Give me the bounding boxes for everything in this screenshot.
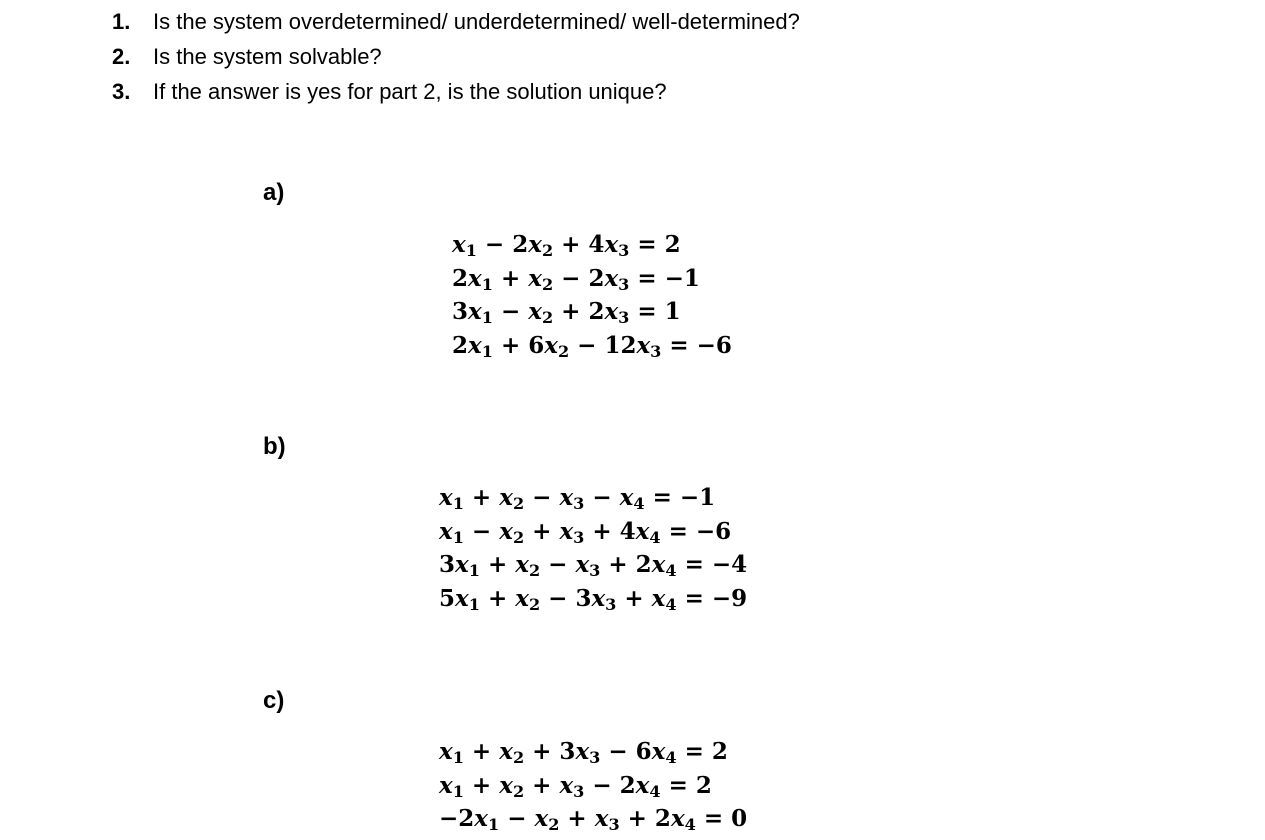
equation: $3x_1 + x_2 - x_3 + 2x_4 = -4$ <box>439 551 748 581</box>
equation: $3x_1 - x_2 + 2x_3 = 1$ <box>452 298 681 328</box>
equation: $-2x_1 - x_2 + x_3 + 2x_4 = 0$ <box>439 805 748 835</box>
question-list <box>112 4 800 109</box>
part-a-label: a) <box>263 179 285 206</box>
question-number: 1. <box>112 9 131 34</box>
question-text: Is the system solvable? <box>153 44 382 69</box>
part-b-label: b) <box>263 433 286 460</box>
question-number: 2. <box>112 44 131 69</box>
equation: $x_1 + x_2 - x_3 - x_4 = -1$ <box>439 484 716 514</box>
question-item <box>112 4 800 39</box>
question-item <box>112 74 800 109</box>
question-number: 3. <box>112 79 131 104</box>
equation: $x_1 - x_2 + x_3 + 4x_4 = -6$ <box>439 517 732 547</box>
equation: $2x_1 + 6x_2 - 12x_3 = -6$ <box>452 332 732 362</box>
question-text: Is the system overdetermined/ underdetermined/ well-determined? <box>153 9 800 34</box>
part-c-label: c) <box>263 687 285 714</box>
equation: $x_1 + x_2 + 3x_3 - 6x_4 = 2$ <box>439 738 728 768</box>
equation-system-b <box>439 481 747 616</box>
question-item <box>112 39 800 74</box>
question-text: If the answer is yes for part 2, is the solution unique? <box>153 79 667 104</box>
equation: $2x_1 + x_2 - 2x_3 = -1$ <box>452 264 700 294</box>
equation-system-a <box>452 228 732 363</box>
equation-system-c <box>439 735 747 836</box>
equation: $x_1 + x_2 + x_3 - 2x_4 = 2$ <box>439 771 712 801</box>
equation: $5x_1 + x_2 - 3x_3 + x_4 = -9$ <box>439 585 748 615</box>
equation: $x_1 - 2x_2 + 4x_3 = 2$ <box>452 231 681 261</box>
